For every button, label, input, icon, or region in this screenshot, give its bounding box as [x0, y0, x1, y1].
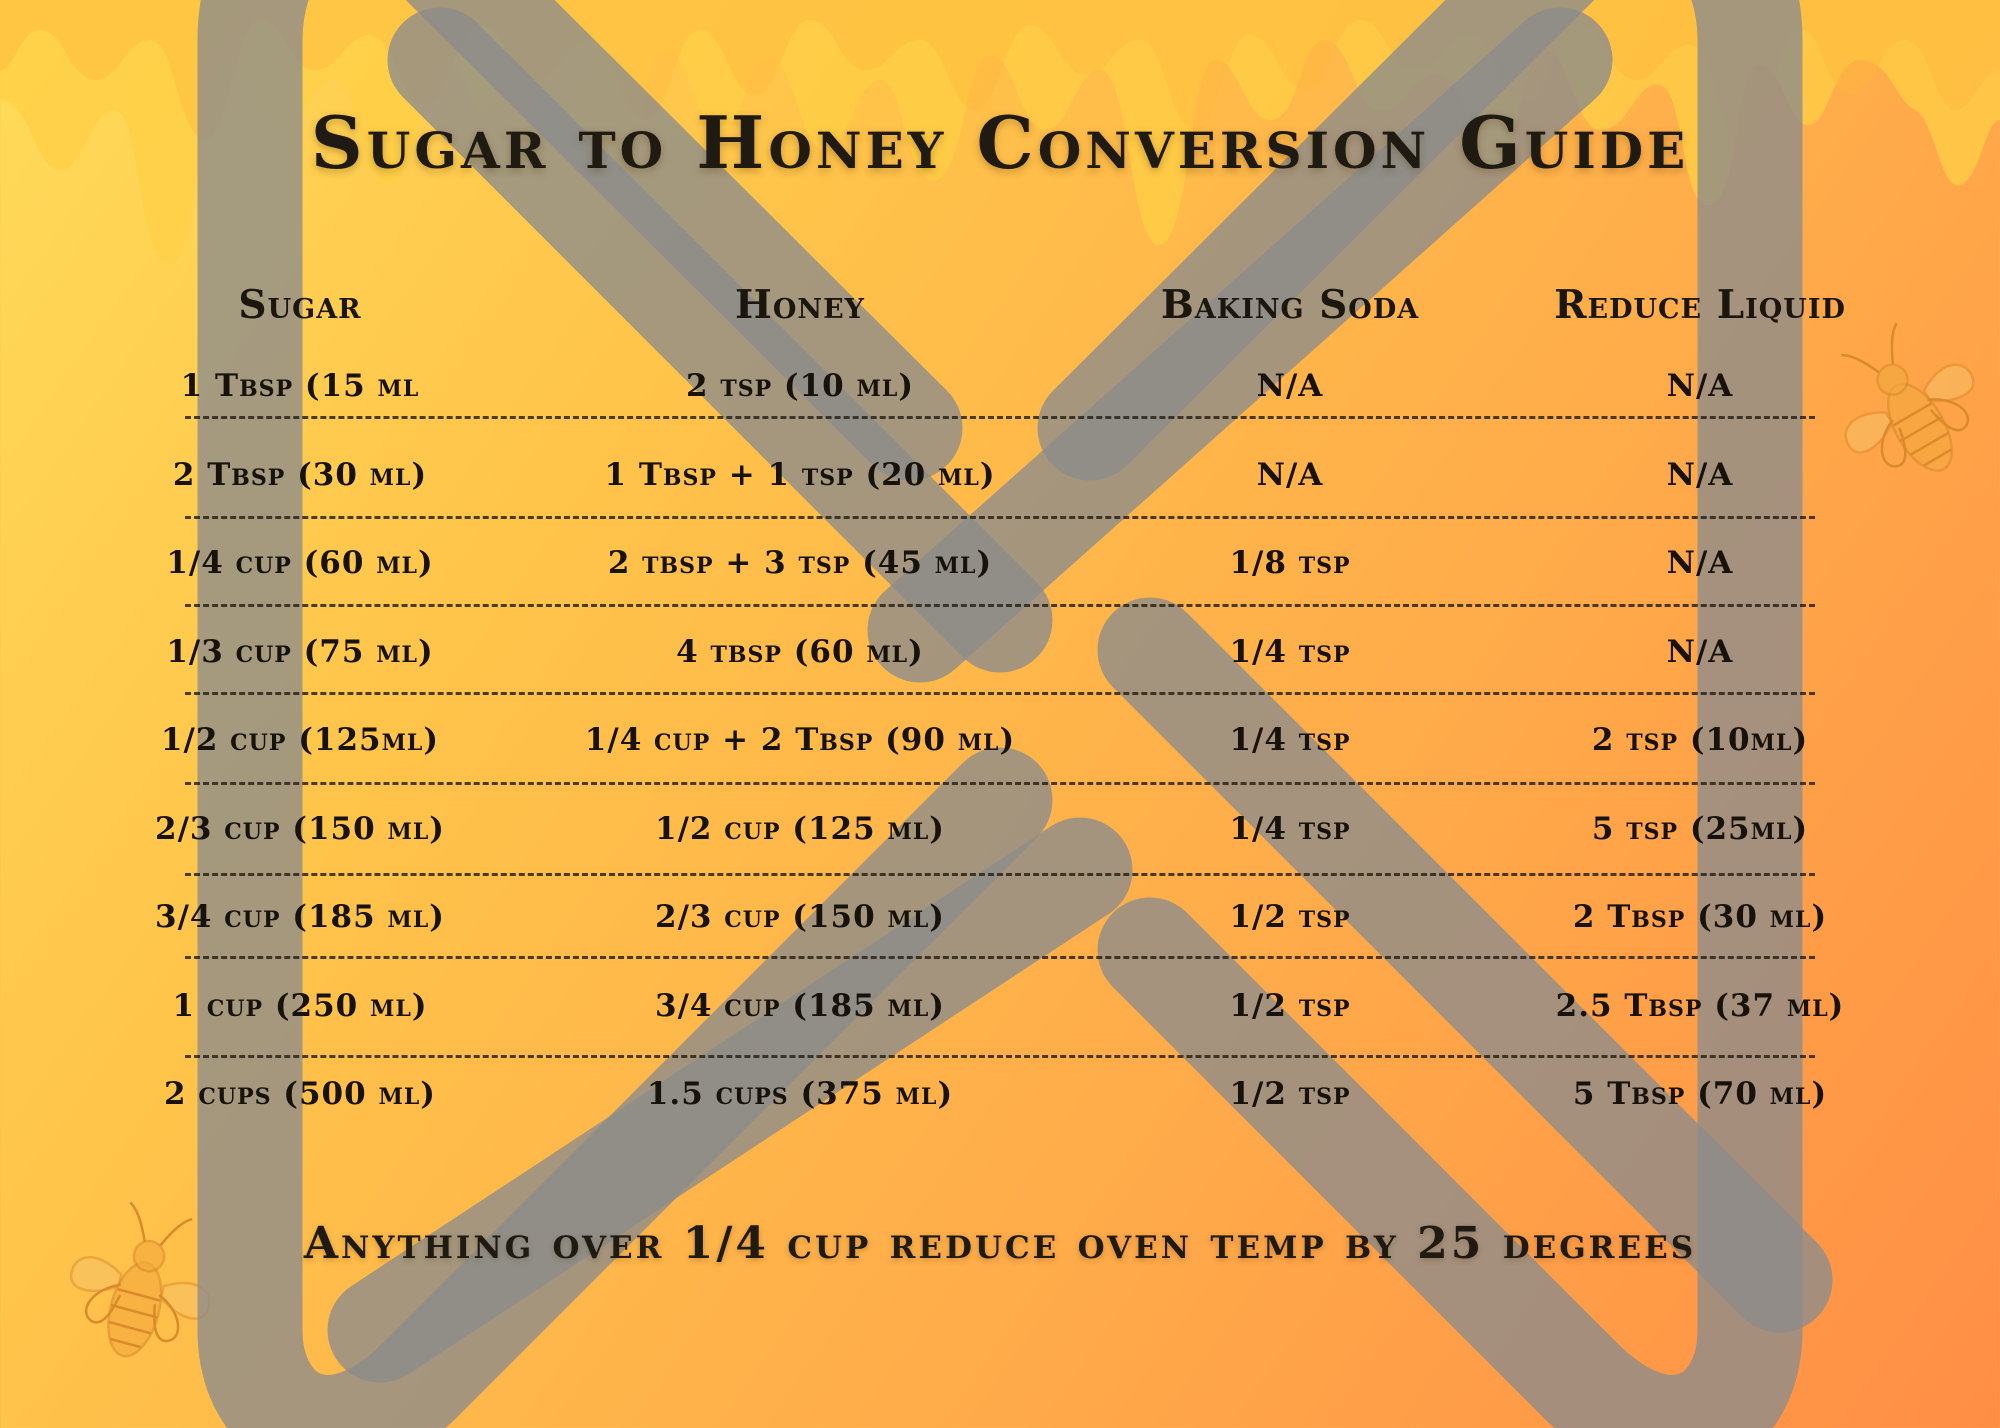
reduce-liquid-cell: N/A	[1666, 368, 1734, 404]
baking-soda-cell: 1/2 tsp	[1229, 988, 1351, 1024]
baking-soda-cell: 1/2 tsp	[1229, 899, 1351, 935]
table-row	[0, 899, 2000, 959]
reduce-liquid-cell: N/A	[1666, 545, 1734, 581]
table-row	[0, 545, 2000, 605]
reduce-liquid-cell: 5 Tbsp (70 ml)	[1572, 1076, 1828, 1112]
baking-soda-cell: N/A	[1256, 457, 1324, 493]
baking-soda-cell: 1/2 tsp	[1229, 1076, 1351, 1112]
baking-soda-cell: 1/4 tsp	[1229, 634, 1351, 670]
reduce-liquid-cell: 2 tsp (10ml)	[1591, 722, 1809, 758]
oven-temperature-note: Anything over 1/4 cup reduce oven temp by 25 degrees	[303, 1218, 1697, 1269]
honey-cell: 2/3 cup (150 ml)	[655, 899, 945, 935]
column-header-sugar: Sugar	[238, 282, 362, 328]
baking-soda-cell: 1/8 tsp	[1229, 545, 1351, 581]
honey-cell: 1/4 cup + 2 Tbsp (90 ml)	[584, 722, 1016, 758]
table-row	[0, 811, 2000, 871]
reduce-liquid-cell: N/A	[1666, 457, 1734, 493]
column-header-reduce-liquid: Reduce Liquid	[1554, 282, 1846, 328]
reduce-liquid-cell: 5 tsp (25ml)	[1591, 811, 1809, 847]
row-divider	[185, 604, 1815, 607]
sugar-cell: 1/2 cup (125ml)	[160, 722, 440, 758]
honey-cell: 2 tbsp + 3 tsp (45 ml)	[607, 545, 993, 581]
sugar-cell: 1/4 cup (60 ml)	[166, 545, 434, 581]
honey-cell: 2 tsp (10 ml)	[685, 368, 915, 404]
baking-soda-cell: N/A	[1256, 368, 1324, 404]
table-row	[0, 634, 2000, 694]
honey-cell: 3/4 cup (185 ml)	[655, 988, 945, 1024]
table-row	[0, 457, 2000, 517]
honey-cell: 1/2 cup (125 ml)	[655, 811, 945, 847]
row-divider	[185, 516, 1815, 519]
sugar-cell: 1 cup (250 ml)	[172, 988, 428, 1024]
table-row	[0, 1076, 2000, 1136]
sugar-cell: 3/4 cup (185 ml)	[155, 899, 445, 935]
honey-cell: 1.5 cups (375 ml)	[646, 1076, 954, 1112]
reduce-liquid-cell: 2.5 Tbsp (37 ml)	[1555, 988, 1845, 1024]
row-divider	[185, 782, 1815, 785]
sugar-cell: 2 cups (500 ml)	[164, 1076, 436, 1112]
row-divider	[185, 692, 1815, 695]
sugar-cell: 1/3 cup (75 ml)	[166, 634, 434, 670]
reduce-liquid-cell: N/A	[1666, 634, 1734, 670]
reduce-liquid-cell: 2 Tbsp (30 ml)	[1572, 899, 1828, 935]
column-header-baking-soda: Baking Soda	[1160, 282, 1420, 328]
baking-soda-cell: 1/4 tsp	[1229, 722, 1351, 758]
sugar-cell: 2/3 cup (150 ml)	[155, 811, 445, 847]
honey-cell: 1 Tbsp + 1 tsp (20 ml)	[604, 457, 996, 493]
table-row	[0, 988, 2000, 1048]
sugar-cell: 2 Tbsp (30 ml)	[172, 457, 428, 493]
honey-cell: 4 tbsp (60 ml)	[676, 634, 924, 670]
baking-soda-cell: 1/4 tsp	[1229, 811, 1351, 847]
row-divider	[185, 416, 1815, 419]
sugar-cell: 1 Tbsp (15 ml	[180, 368, 420, 404]
row-divider	[185, 1055, 1815, 1058]
column-header-honey: Honey	[735, 282, 865, 328]
page-title: Sugar to Honey Conversion Guide	[310, 100, 1690, 185]
row-divider	[185, 956, 1815, 959]
row-divider	[185, 873, 1815, 876]
table-row	[0, 722, 2000, 782]
table-row	[0, 368, 2000, 428]
